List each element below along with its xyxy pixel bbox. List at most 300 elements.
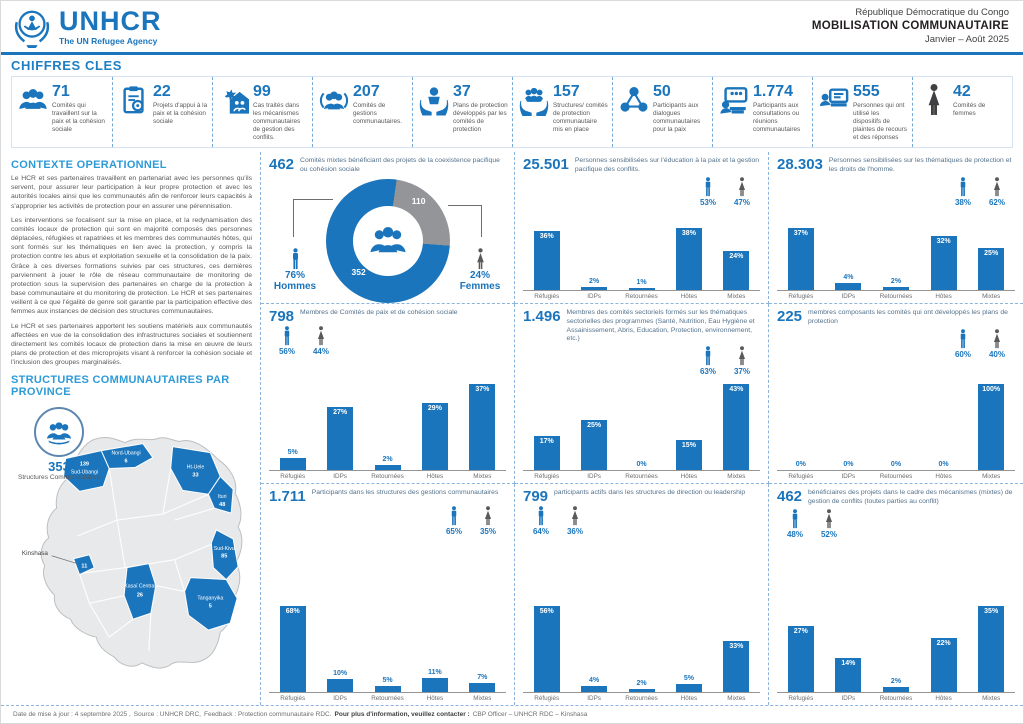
bar-column: [618, 226, 665, 290]
key-figure-text: [653, 84, 708, 142]
chart-header: [269, 489, 506, 504]
key-figure-text: [753, 84, 808, 142]
chart-title: participants actifs dans les structures de direction ou leadership: [554, 489, 746, 496]
bar-value: 2%: [382, 456, 393, 463]
chart-title: Personnes sensibilisées sur les thématiques de protection et les droits de l'homme.: [828, 157, 1012, 173]
category-label: Hôtes: [935, 695, 952, 702]
category-label: Mixtes: [727, 695, 746, 702]
key-figure-555: [812, 77, 912, 147]
bar-value: 27%: [793, 628, 808, 635]
chart-title: bénéficiaires des projets dans le cadre des mécanismes (mixtes) de gestion de conflits (toutes parties au conflit): [808, 489, 1013, 505]
bar-column: [777, 226, 825, 290]
chart-header: [777, 157, 1015, 175]
bar-value: 17%: [539, 438, 554, 445]
province-name: Nord-Ubangi: [111, 451, 141, 458]
key-figure-1.774: [712, 77, 812, 147]
connector-line: [293, 199, 333, 237]
bar-value: 2%: [890, 278, 902, 285]
male-icon: [696, 177, 720, 207]
meeting-presentation-icon: [719, 84, 749, 116]
bar-Mixtes: [978, 606, 1004, 692]
key-figure-value: 99: [253, 83, 271, 100]
category-label: IDPs: [333, 473, 347, 480]
header: [1, 1, 1023, 55]
x-axis: [523, 692, 760, 702]
bar-column: [570, 604, 617, 692]
bar-value: 10%: [333, 670, 348, 677]
bar-chart-798: [261, 304, 515, 484]
bar-Hôtes: [931, 236, 957, 290]
male-percentage: 48%: [786, 529, 803, 539]
female-percentage: 47%: [733, 197, 750, 207]
bar-column: [364, 604, 411, 692]
bar-column: [364, 382, 411, 470]
chart-title: Participants dans les structures des gestions communautaires: [311, 489, 499, 496]
bar-IDPs: [581, 686, 607, 692]
bar-value: 15%: [681, 442, 696, 449]
chart-number: 1.496: [523, 308, 561, 325]
bar-column: [665, 604, 712, 692]
bar-value: 33%: [729, 643, 744, 650]
bar-value: 0%: [636, 461, 647, 468]
key-figure-text: [153, 84, 208, 142]
bar-column: [920, 226, 968, 290]
key-figure-text: [853, 84, 908, 142]
category-label: Hôtes: [426, 473, 444, 480]
bar-Mixtes: [978, 384, 1004, 470]
category-label: Retournées: [625, 473, 658, 480]
bars: [269, 604, 506, 692]
bar-value: 32%: [936, 238, 951, 245]
key-figure-50: [612, 77, 712, 147]
x-axis: [777, 470, 1015, 480]
female-percentage: 40%: [988, 349, 1005, 359]
bar-Réfugiés: [534, 231, 560, 290]
bar-value: 37%: [475, 386, 490, 393]
context-paragraph: Le HCR et ses partenaires travaillent en partenariat avec les personnes qu'ils servent, pour assurer leur participation à leur propre protection et avec les autorités locales ainsi que les communautés afin de renforcer leurs capacités à s'approprier les activités de protection pour en assurer une pérennisation.: [11, 175, 252, 210]
bar-value: 2%: [589, 278, 600, 285]
key-figure-157: [512, 77, 612, 147]
female-percentage: 36%: [566, 527, 583, 536]
category-label: Mixtes: [473, 695, 492, 702]
gender-split: [529, 506, 754, 536]
bar-column: [967, 604, 1015, 692]
male-icon: [442, 506, 466, 536]
key-figure-text: [453, 84, 508, 142]
plot-area: [777, 226, 1015, 300]
bar-value: 37%: [793, 230, 808, 237]
category-label: Réfugiés: [534, 293, 560, 300]
unhcr-logo: [11, 5, 162, 49]
contact-label: Pour plus d'information, veuillez contacter :: [334, 711, 470, 718]
province-value: 5: [208, 603, 212, 610]
key-figure-label: Comités de femmes: [953, 102, 986, 117]
province-value: 48: [219, 502, 226, 509]
bar-column: [459, 604, 506, 692]
bar-value: 4%: [843, 274, 854, 281]
charts-grid: [261, 152, 1023, 705]
category-label: Réfugiés: [280, 695, 306, 702]
bar-value: 5%: [287, 449, 298, 456]
male-percentage: 63%: [699, 367, 716, 377]
chart-title: Personnes sensibilisées sur l'éducation à la paix et la gestion pacifique des conflits.: [574, 157, 760, 173]
committee-people-icon: [18, 84, 48, 116]
key-figure-71: [12, 77, 112, 147]
bar-value: 7%: [477, 674, 488, 681]
female-icon: [985, 329, 1009, 359]
chart-header: [523, 309, 760, 344]
context-paragraph: Le HCR et ses partenaires apportent les soutiens matériels aux communautés affectées en vue de la consolidation des infrastructures sociales et soutiennent directement les comités locaux de protection dans la mise en œuvre de leurs plans de protection et des microprojets visant à renforcer la cohésion sociale et l'inclusion des groupes marginalisés.: [11, 322, 252, 367]
bar-Mixtes: [469, 683, 495, 692]
province-value: 6: [124, 458, 128, 465]
bar-Retournées: [883, 687, 909, 692]
hands-people-icon: [519, 84, 549, 116]
key-figure-value: 50: [653, 83, 671, 100]
bar-value: 25%: [984, 250, 999, 257]
bar-chart-25.501: [515, 152, 769, 304]
bar-Réfugiés: [280, 606, 306, 692]
structures-total-label: Structures Communautaires: [17, 474, 101, 482]
key-figure-label: Comités de gestions communautaires.: [353, 102, 403, 125]
bar-column: [825, 382, 873, 470]
female-icon: [309, 326, 333, 356]
bars: [777, 382, 1015, 470]
chart-header: [777, 309, 1015, 327]
category-label: IDPs: [841, 293, 856, 300]
bar-value: 2%: [890, 678, 902, 685]
plot-area: [777, 382, 1015, 480]
bar-value: 35%: [984, 608, 999, 615]
bar-Hôtes: [422, 678, 448, 692]
chart-number: 799: [523, 488, 549, 505]
page-title: MOBILISATION COMMUNAUTAIRE: [811, 20, 1009, 33]
category-label: Réfugiés: [280, 473, 306, 480]
bar-column: [459, 382, 506, 470]
bar-Retournées: [629, 288, 655, 290]
bar-column: [872, 226, 920, 290]
category-label: Retournées: [625, 293, 658, 300]
bar-value: 100%: [982, 386, 1001, 393]
male-percentage: 60%: [954, 349, 971, 359]
chart-title: Membres des comités sectoriels formés sur les thématiques sectorielles des programmes (Santé, Nutrition, Eau Hygiène et Assainissement, Abris, Education, Protection, environnement, etc.): [566, 309, 755, 343]
category-label: Mixtes: [982, 473, 1001, 480]
bar-IDPs: [581, 420, 607, 470]
chart-title: Comités mixtes bénéficiant des projets de la coexistence pacifique ou cohésion sociale: [300, 157, 500, 173]
female-icon: [730, 177, 754, 207]
key-figure-207: [312, 77, 412, 147]
female-icon: [817, 509, 841, 539]
dialogue-network-icon: [619, 84, 649, 116]
key-figure-22: [112, 77, 212, 147]
woman-icon: [919, 84, 949, 116]
bar-column: [777, 382, 825, 470]
unhcr-emblem-icon: [11, 5, 53, 49]
femmes-annotation: 24% Femmes: [454, 248, 506, 293]
province-value: 11: [81, 564, 88, 571]
x-axis: [777, 692, 1015, 702]
category-label: Retournées: [879, 473, 913, 480]
key-figure-label: Structures/ comités de protection communautaire mis en place: [553, 102, 608, 133]
category-label: Retournées: [371, 473, 404, 480]
context-text: [11, 174, 252, 372]
bar-IDPs: [327, 407, 353, 470]
bar-Réfugiés: [534, 436, 560, 470]
province-name: Sud-Ubangi: [70, 469, 98, 476]
project-clipboard-icon: [119, 84, 149, 116]
category-label: IDPs: [333, 695, 347, 702]
category-label: Hôtes: [680, 293, 698, 300]
key-figure-text: [253, 84, 308, 142]
plot-area: [777, 604, 1015, 702]
feedback-label: Feedback : Protection communautaire RDC.: [203, 711, 332, 718]
community-group-icon: [319, 84, 349, 116]
bar-chart-1.496: [515, 304, 769, 484]
bar-value: 0%: [795, 461, 806, 468]
key-figure-value: 42: [953, 83, 971, 100]
bar-Mixtes: [469, 384, 495, 470]
female-percentage: 35%: [479, 527, 496, 536]
bar-value: 1%: [636, 279, 647, 286]
bar-column: [523, 226, 570, 290]
bar-Retournées: [375, 465, 401, 470]
donut-ring: [326, 179, 450, 303]
key-figure-value: 555: [853, 83, 880, 100]
key-figures-row: [11, 76, 1013, 148]
chart-header: [269, 157, 506, 175]
bar-Réfugiés: [534, 606, 560, 692]
bar-value: 43%: [729, 386, 744, 393]
category-label: IDPs: [841, 695, 856, 702]
updated-date: Date de mise à jour : 4 septembre 2025 ,: [13, 711, 131, 718]
province-name: Ht-Uele: [186, 464, 205, 471]
chart-number: 1.711: [269, 488, 306, 505]
community-group-icon: [353, 206, 423, 276]
key-figure-value: 71: [52, 83, 70, 100]
bar-column: [825, 604, 873, 692]
bars: [523, 226, 760, 290]
province-value: 33: [192, 472, 199, 479]
context-paragraph: Les interventions se focalisent sur la mise en place, et la redynamisation des comités locaux de protection qui sont en majorité composés des personnes déplacées, réfugiées et rapatriées et les membres des communautés hôtes, qui sont formés sur les thématiques en lien avec la protection, y compris la protection contre les abus et exploitation sexuelle et la consolidation de la paix. Grâce à ces diverses formations suivies par ces structures, ces dernières parviennent à jouer le rôle de réseau communautaire de monitoring de protection sous la supervision des partenaires en charge de la protection à base communautaire et du monitoring de protection. Le HCR et ses partenaires veillent à ce que l'égalité de genre soit garantie par la participation effective des femmes aux instances de décision des structures communautaires.: [11, 216, 252, 316]
bar-Retournées: [629, 689, 655, 692]
key-figure-text: [52, 84, 108, 142]
slice-value-femmes: 110: [411, 195, 426, 206]
bar-Réfugiés: [788, 228, 814, 290]
bar-value: 27%: [333, 409, 348, 416]
category-label: Retournées: [625, 695, 658, 702]
bar-column: [411, 382, 458, 470]
bar-chart-28.303: [769, 152, 1023, 304]
chart-number: 225: [777, 308, 803, 325]
bar-column: [713, 226, 760, 290]
category-label: Retournées: [879, 293, 913, 300]
category-label: Réfugiés: [534, 473, 560, 480]
gender-split: [529, 177, 754, 207]
bars: [777, 226, 1015, 290]
bar-column: [920, 382, 968, 470]
bar-column: [523, 604, 570, 692]
province-value: 26: [136, 592, 144, 599]
bar-Mixtes: [723, 641, 749, 692]
key-figures-section: [1, 55, 1023, 152]
hands-person-icon: [419, 84, 449, 116]
bar-value: 5%: [382, 677, 393, 684]
male-percentage: 53%: [699, 197, 716, 207]
male-percentage: 64%: [532, 527, 549, 536]
male-percentage: 56%: [278, 347, 295, 356]
structures-total-badge: [13, 407, 105, 482]
donut-chart-462: [261, 152, 515, 304]
bar-Mixtes: [723, 384, 749, 470]
bar-column: [269, 382, 316, 470]
bars: [523, 604, 760, 692]
bar-column: [713, 604, 760, 692]
plot-area: [523, 604, 760, 702]
female-icon: [730, 346, 754, 376]
bar-column: [967, 226, 1015, 290]
bar-value: 0%: [890, 461, 902, 468]
key-figure-value: 1.774: [753, 83, 794, 100]
bar-column: [411, 604, 458, 692]
bar-value: 56%: [539, 608, 554, 615]
structures-total: 353: [48, 459, 70, 475]
bar-value: 24%: [729, 253, 744, 260]
category-label: Mixtes: [727, 473, 746, 480]
left-column: [1, 152, 261, 705]
bar-IDPs: [835, 658, 861, 692]
bar-value: 14%: [841, 660, 856, 667]
bar-chart-799: [515, 484, 769, 705]
category-label: Retournées: [371, 695, 404, 702]
category-label: IDPs: [587, 695, 601, 702]
x-axis: [523, 470, 760, 480]
bar-value: 36%: [539, 233, 554, 240]
plot-area: [523, 226, 760, 300]
chart-header: [523, 489, 760, 504]
bar-column: [523, 382, 570, 470]
bar-value: 38%: [681, 230, 696, 237]
bar-chart-1.711: [261, 484, 515, 705]
bar-column: [665, 226, 712, 290]
category-label: Hôtes: [680, 695, 698, 702]
key-figure-text: [353, 84, 408, 142]
plot-area: [269, 382, 506, 480]
province-name: Sud-Kivu: [213, 546, 235, 553]
category-label: Mixtes: [982, 695, 1001, 702]
bars: [777, 604, 1015, 692]
province-name: Tanganyika: [197, 595, 224, 602]
male-icon: [275, 326, 299, 356]
province-value: 85: [221, 554, 228, 561]
bar-column: [665, 382, 712, 470]
bar-value: 5%: [683, 675, 694, 682]
key-figure-label: Projets d'appui à la paix et la cohésion sociale: [153, 102, 208, 125]
chart-title: Membres de Comités de paix et de cohésion sociale: [300, 309, 458, 316]
house-conflict-icon: [219, 84, 249, 116]
key-figure-value: 37: [453, 83, 471, 100]
key-figure-value: 22: [153, 83, 171, 100]
gender-split: [783, 509, 1009, 539]
key-figure-value: 207: [353, 83, 380, 100]
key-figure-label: Plans de protection développés par les comités de protection: [453, 102, 508, 133]
bar-column: [713, 382, 760, 470]
chart-title: membres composants les comités qui ont développés les plans de protection: [808, 309, 1008, 325]
bar-column: [825, 226, 873, 290]
chart-number: 798: [269, 308, 295, 325]
key-figure-label: Comités qui travaillent sur la paix et la cohésion sociale: [52, 102, 105, 133]
key-figure-label: Participants aux consultations ou réunions communautaires: [753, 102, 801, 133]
chart-number: 462: [269, 156, 295, 173]
bar-IDPs: [581, 287, 607, 290]
country-label: République Démocratique du Congo: [855, 7, 1009, 19]
male-icon: [696, 346, 720, 376]
bar-value: 25%: [587, 422, 602, 429]
male-percentage: 38%: [954, 197, 971, 207]
x-axis: [269, 470, 506, 480]
bar-column: [570, 382, 617, 470]
bar-IDPs: [327, 679, 353, 692]
x-axis: [269, 692, 506, 702]
bar-column: [316, 604, 363, 692]
province-name: Kinshasa: [21, 550, 48, 558]
bar-column: [777, 604, 825, 692]
key-figure-label: Personnes qui ont utilisé les dispositifs de plaintes de recours et des réponses: [853, 102, 907, 141]
bar-chart-225: [769, 304, 1023, 484]
province-name: Ituri: [217, 494, 227, 501]
chart-header: [269, 309, 506, 324]
gender-split: [783, 329, 1009, 359]
map-heading: STRUCTURES COMMUNAUTAIRES PAR PROVINCE: [11, 374, 230, 399]
org-tagline: The UN Refugee Agency: [59, 35, 158, 46]
bar-value: 22%: [936, 640, 951, 647]
female-icon: [985, 177, 1009, 207]
male-icon: [951, 329, 975, 359]
bar-Hôtes: [931, 638, 957, 692]
bar-Hôtes: [676, 684, 702, 692]
key-figure-99: [212, 77, 312, 147]
bar-Mixtes: [723, 251, 749, 290]
connector-line: [448, 205, 482, 237]
province-name: Kasaï Central: [124, 583, 156, 590]
hommes-annotation: 76% Hommes: [269, 248, 321, 293]
category-label: Hôtes: [680, 473, 698, 480]
gender-split: [783, 177, 1009, 207]
x-axis: [523, 290, 760, 300]
contact-value: CBP Officer – UNHCR RDC – Kinshasa: [472, 711, 588, 718]
gender-split: [275, 326, 500, 356]
bar-column: [967, 382, 1015, 470]
bar-Hôtes: [422, 403, 448, 470]
key-figure-label: Cas traités dans les mécanismes communautaires de gestion des conflits.: [253, 102, 301, 141]
key-figure-37: [412, 77, 512, 147]
period-label: Janvier – Août 2025: [925, 33, 1009, 45]
donut-area: [269, 175, 506, 303]
bar-value: 11%: [428, 669, 442, 676]
male-percentage: 65%: [445, 527, 462, 536]
slice-value-hommes: 352: [351, 266, 366, 277]
bar-column: [316, 382, 363, 470]
category-label: Réfugiés: [788, 695, 814, 702]
bar-Hôtes: [676, 228, 702, 290]
bar-Réfugiés: [280, 458, 306, 470]
bar-Réfugiés: [788, 626, 814, 692]
chart-number: 28.303: [777, 156, 823, 173]
female-percentage: 44%: [312, 347, 329, 356]
bar-value: 0%: [938, 461, 949, 468]
category-label: IDPs: [841, 473, 856, 480]
category-label: Hôtes: [426, 695, 444, 702]
province-map: [11, 401, 252, 705]
bar-column: [920, 604, 968, 692]
